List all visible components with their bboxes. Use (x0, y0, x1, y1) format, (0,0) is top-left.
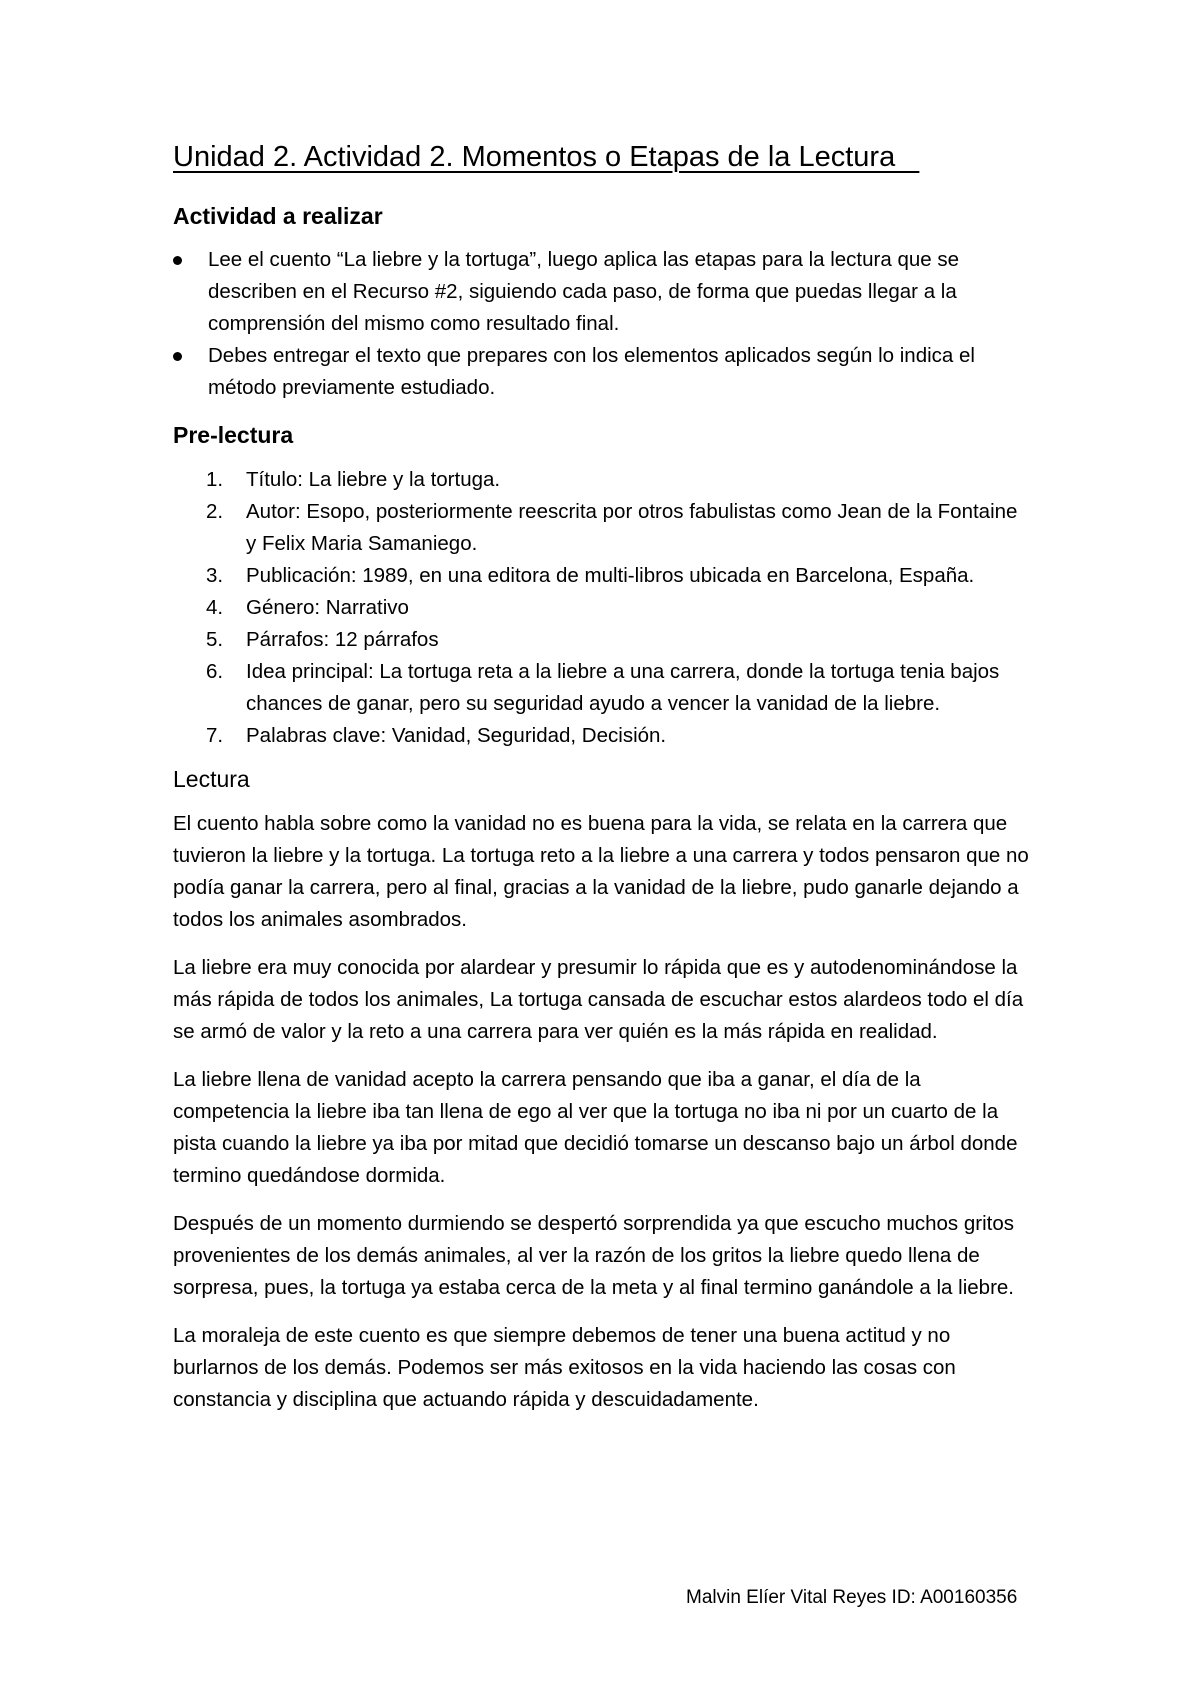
lectura-heading: Lectura (173, 765, 250, 792)
item-number: 2. (206, 499, 224, 523)
activity-bullet-text: Debes entregar el texto que prepares con los elementos aplicados según lo indica el método previamente estudiado. (208, 344, 975, 400)
prelectura-item (173, 592, 1033, 624)
activity-bullet-list (173, 244, 1033, 404)
item-text: Publicación: 1989, en una editora de multi-libros ubicada en Barcelona, España. (246, 563, 975, 587)
lectura-paragraph: La moraleja de este cuento es que siempre debemos de tener una buena actitud y no burlarnos de los demás. Podemos ser más exitosos en la vida haciendo las cosas con constancia y disciplina que actuando rápida y descuidadamente. (173, 1323, 956, 1411)
item-number: 3. (206, 563, 224, 587)
activity-bullet-item (173, 340, 1033, 404)
prelectura-item (173, 624, 1033, 656)
prelectura-item (173, 560, 1033, 592)
bullet-icon (173, 256, 182, 265)
activity-bullet-item (173, 244, 1033, 340)
document-title: Unidad 2. Actividad 2. Momentos o Etapas de la Lectura (173, 141, 920, 173)
document-page (173, 140, 1033, 1432)
prelectura-heading: Pre-lectura (173, 422, 294, 449)
item-text: Párrafos: 12 párrafos (246, 627, 439, 651)
item-text: Idea principal: La tortuga reta a la liebre a una carrera, donde la tortuga tenia bajos chances de ganar, pero su seguridad ayudo a vencer la vanidad de la liebre. (246, 659, 1000, 715)
item-text: Género: Narrativo (246, 595, 409, 619)
item-number: 6. (206, 659, 224, 683)
activity-heading: Actividad a realizar (173, 202, 383, 229)
item-text: Autor: Esopo, posteriormente reescrita por otros fabulistas como Jean de la Fontaine y Felix Maria Samaniego. (246, 499, 1018, 555)
prelectura-item (173, 464, 1033, 496)
prelectura-item (173, 496, 1033, 560)
bullet-icon (173, 352, 182, 361)
item-number: 4. (206, 595, 224, 619)
item-number: 7. (206, 723, 224, 747)
page-footer: Malvin Elíer Vital Reyes ID: A00160356 (686, 1587, 1018, 1608)
item-text: Título: La liebre y la tortuga. (246, 467, 501, 491)
lectura-paragraph: Después de un momento durmiendo se despertó sorprendida ya que escucho muchos gritos provenientes de los demás animales, al ver la razón de los gritos la liebre quedo llena de sorpresa, pues, la tortuga ya estaba cerca de la meta y al final termino ganándole a la liebre. (173, 1211, 1014, 1299)
activity-bullet-text: Lee el cuento “La liebre y la tortuga”, luego aplica las etapas para la lectura que se describen en el Recurso #2, siguiendo cada paso, de forma que puedas llegar a la comprensión del mismo como resultado final. (208, 248, 960, 336)
item-text: Palabras clave: Vanidad, Seguridad, Decisión. (246, 723, 667, 747)
item-number: 1. (206, 467, 224, 491)
item-number: 5. (206, 627, 224, 651)
prelectura-list (173, 464, 1033, 752)
prelectura-item (173, 720, 1033, 752)
lectura-paragraph: La liebre llena de vanidad acepto la carrera pensando que iba a ganar, el día de la competencia la liebre iba tan llena de ego al ver que la tortuga no iba ni por un cuarto de la pista cuando la liebre ya iba por mitad que decidió tomarse un descanso bajo un árbol donde termino quedándose dormida. (173, 1067, 1018, 1187)
lectura-paragraph: El cuento habla sobre como la vanidad no es buena para la vida, se relata en la carrera que tuvieron la liebre y la tortuga. La tortuga reto a la liebre a una carrera y todos pensaron que no podía ganar la carrera, pero al final, gracias a la vanidad de la liebre, pudo ganarle dejando a todos los animales asombrados. (173, 811, 1029, 931)
lectura-paragraph: La liebre era muy conocida por alardear y presumir lo rápida que es y autodenominándose la más rápida de todos los animales, La tortuga cansada de escuchar estos alardeos todo el día se armó de valor y la reto a una carrera para ver quién es la más rápida en realidad. (173, 955, 1024, 1043)
prelectura-item (173, 656, 1033, 720)
